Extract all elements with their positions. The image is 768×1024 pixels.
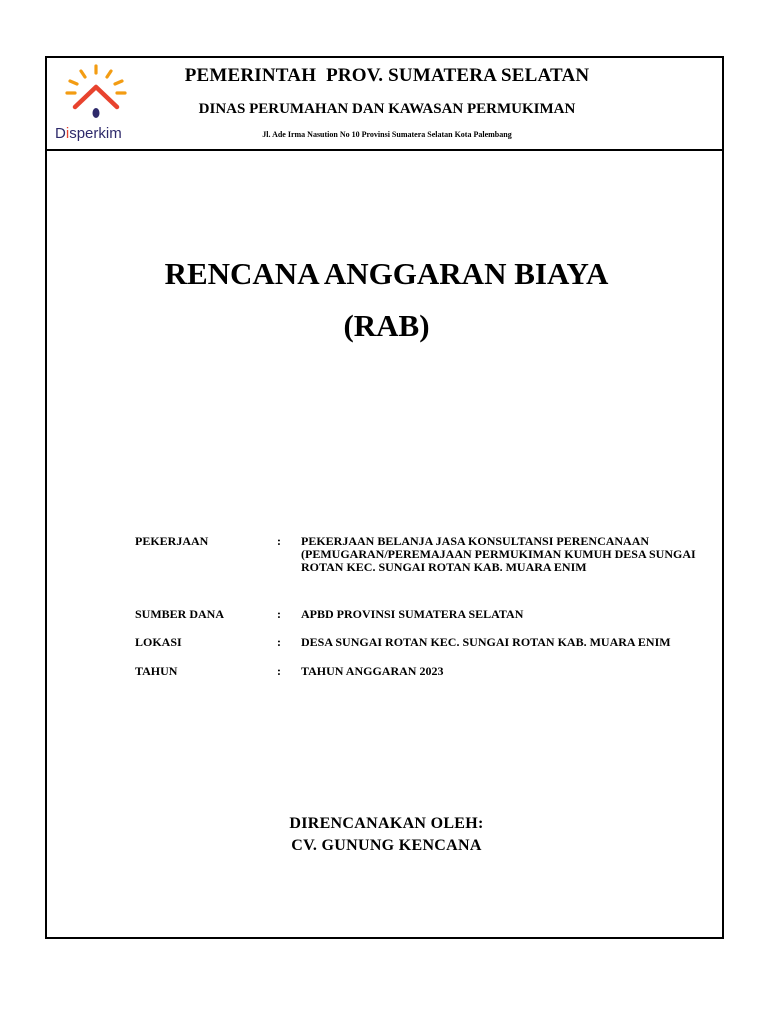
letterhead bbox=[47, 58, 722, 151]
agency-name: DINAS PERUMAHAN DAN KAWASAN PERMUKIMAN bbox=[198, 101, 576, 117]
agency-address: Jl. Ade Irma Nasution No 10 Provinsi Sumatera Selatan Kota Palembang bbox=[262, 130, 512, 139]
detail-value: PEKERJAAN BELANJA JASA KONSULTANSI PERENCANAAN (PEMUGARAN/PEREMAJAAN PERMUKIMAN KUMUH DESA SUNGAI ROTAN KEC. SUNGAI ROTAN KAB. MUARA ENIM bbox=[301, 534, 696, 574]
detail-value: TAHUN ANGGARAN 2023 bbox=[301, 664, 444, 678]
detail-value: APBD PROVINSI SUMATERA SELATAN bbox=[301, 607, 524, 621]
document-title: RENCANA ANGGARAN BIAYA bbox=[164, 256, 609, 291]
detail-label: LOKASI bbox=[135, 635, 182, 649]
document-frame bbox=[45, 56, 724, 939]
sunburst-house-icon bbox=[51, 63, 141, 123]
document-subtitle: (RAB) bbox=[343, 308, 430, 343]
planner-label: DIRENCANAKAN OLEH: bbox=[289, 815, 484, 832]
detail-label: TAHUN bbox=[135, 664, 178, 678]
planner-name: CV. GUNUNG KENCANA bbox=[291, 837, 482, 854]
logo-wordmark: Disperkim bbox=[55, 125, 122, 142]
detail-label: SUMBER DANA bbox=[135, 607, 225, 621]
disperkim-logo bbox=[51, 63, 141, 147]
government-title: PEMERINTAH PROV. SUMATERA SELATAN bbox=[184, 65, 590, 86]
detail-label: PEKERJAAN bbox=[135, 534, 209, 548]
detail-colon: : bbox=[277, 635, 281, 649]
detail-colon: : bbox=[277, 534, 281, 548]
detail-colon: : bbox=[277, 607, 281, 621]
detail-value: DESA SUNGAI ROTAN KEC. SUNGAI ROTAN KAB. MUARA ENIM bbox=[301, 635, 671, 649]
detail-colon: : bbox=[277, 664, 281, 678]
